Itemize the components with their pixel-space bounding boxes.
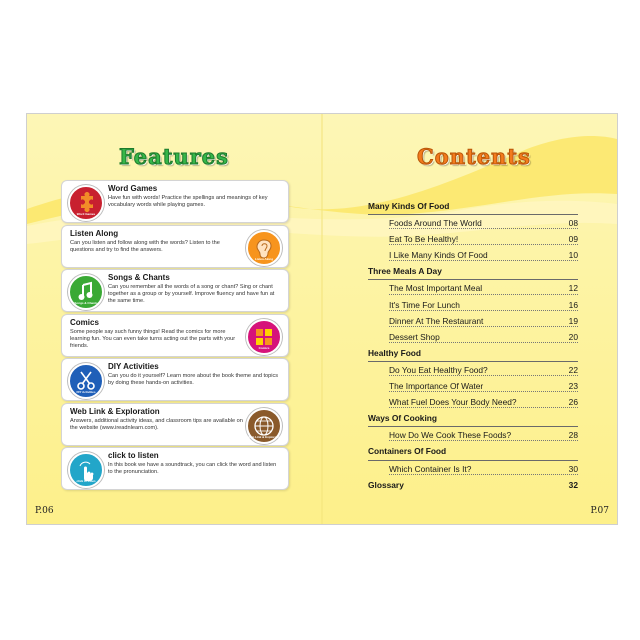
page-ref: 16 <box>568 299 578 310</box>
page-number-left: P.06 <box>35 506 54 516</box>
feature-description: Can you do it yourself? Learn more about the book theme and topics by doing these hands-on activities. <box>108 373 279 386</box>
dot-leader <box>389 228 578 229</box>
feature-title: Listen Along <box>70 228 119 238</box>
entry-title: What Fuel Does Your Body Need? <box>389 397 517 408</box>
dot-leader <box>389 391 578 392</box>
feature-title: Songs & Chants <box>108 273 170 282</box>
contents-entry[interactable] <box>368 329 578 345</box>
page-ref: 09 <box>568 234 578 245</box>
section-title: Many Kinds Of Food <box>368 201 450 211</box>
dot-leader <box>389 244 578 245</box>
feature-icon-caption: Songs & Chants <box>74 301 98 305</box>
dot-leader <box>389 260 578 261</box>
contents-section <box>368 263 578 280</box>
contents-section <box>368 410 578 427</box>
contents-entry[interactable] <box>368 247 578 263</box>
feature-description: Have fun with words! Practice the spellings and meanings of key vocabulary words while playing games. <box>108 195 268 208</box>
entry-title: The Importance Of Water <box>389 381 484 392</box>
dot-leader <box>389 440 578 441</box>
page-number-right: P.07 <box>590 506 609 516</box>
page-ref: 19 <box>568 315 578 326</box>
contents-entry[interactable] <box>368 215 578 231</box>
page-ref: 08 <box>568 218 578 229</box>
ear-icon <box>246 230 282 266</box>
contents-title: Contents <box>417 144 531 169</box>
feature-icon-caption: Comics <box>258 345 270 350</box>
features-title: Features <box>119 144 229 169</box>
page-ref: 26 <box>568 397 578 408</box>
puzzle-icon <box>68 185 104 221</box>
entry-title: Dessert Shop <box>389 331 440 342</box>
globe-icon <box>246 408 282 444</box>
contents-list <box>368 198 578 493</box>
entry-title: It's Time For Lunch <box>389 299 460 310</box>
feature-card <box>61 180 289 223</box>
dot-leader <box>389 326 578 327</box>
feature-description: Can you remember all the words of a song or chant? Sing or chant together as a group or by yourself. Improve fluency and have fun at the same time. <box>108 284 275 304</box>
music-note-icon <box>68 274 104 310</box>
feature-card <box>61 358 289 401</box>
feature-icon-caption: click to listen <box>76 479 96 483</box>
dot-leader <box>389 342 578 343</box>
feature-card <box>61 314 289 357</box>
contents-entry[interactable] <box>368 461 578 477</box>
page-ref: 30 <box>568 463 578 474</box>
page-ref: 28 <box>568 430 578 441</box>
feature-title: Word Games <box>108 184 158 193</box>
section-title: Three Meals A Day <box>368 266 442 277</box>
feature-description: Can you listen and follow along with the words? Listen to the questions and try to find the answers. <box>70 239 220 253</box>
entry-title: The Most Important Meal <box>389 283 483 294</box>
feature-icon-caption: Word Games <box>76 212 96 216</box>
comic-panels-icon <box>246 319 282 355</box>
page-ref: 10 <box>568 250 578 261</box>
contents-entry[interactable] <box>368 362 578 378</box>
page-ref: 22 <box>568 364 578 375</box>
contents-section <box>368 345 578 362</box>
feature-card <box>61 269 289 312</box>
contents-entry[interactable] <box>368 427 578 443</box>
book-spread <box>26 113 618 525</box>
contents-section <box>368 443 578 460</box>
section-title: Containers Of Food <box>368 446 447 457</box>
entry-title: Dinner At The Restaurant <box>389 315 484 326</box>
feature-card <box>61 447 289 490</box>
contents-entry[interactable] <box>368 394 578 410</box>
feature-icon-caption: Web Link & Exploration <box>248 434 282 439</box>
dot-leader <box>389 310 578 311</box>
contents-entry[interactable] <box>368 280 578 296</box>
entry-title: Foods Around The World <box>389 218 482 229</box>
feature-card <box>61 403 289 446</box>
dot-leader <box>389 474 578 475</box>
contents-entry[interactable] <box>368 231 578 247</box>
contents-entry[interactable] <box>368 313 578 329</box>
feature-icon-caption: Listen Along <box>254 256 274 261</box>
feature-title: click to listen <box>108 451 159 460</box>
feature-card <box>61 225 289 268</box>
dot-leader <box>389 294 578 295</box>
section-title: Glossary <box>368 479 404 490</box>
entry-title: Do You Eat Healthy Food? <box>389 364 488 375</box>
feature-description: Answers, additional activity ideas, and classroom tips are available on the website (www.ireadnlearn.com). <box>70 417 243 431</box>
page-ref: 20 <box>568 331 578 342</box>
contents-entry[interactable] <box>368 297 578 313</box>
page-ref: 32 <box>568 479 578 490</box>
page-ref: 23 <box>568 381 578 392</box>
page-ref: 12 <box>568 283 578 294</box>
section-title: Healthy Food <box>368 347 422 358</box>
contents-entry[interactable] <box>368 378 578 394</box>
entry-title: Which Container Is It? <box>389 463 472 474</box>
feature-icon-caption: DIY Activities <box>76 390 96 394</box>
click-hand-icon[interactable] <box>68 452 104 488</box>
contents-section[interactable] <box>368 477 578 493</box>
scissors-icon <box>68 363 104 399</box>
section-title: Ways Of Cooking <box>368 413 438 424</box>
dot-leader <box>389 407 578 408</box>
feature-title: Comics <box>70 317 99 327</box>
dot-leader <box>389 375 578 376</box>
feature-description: Some people say such funny things! Read the comics for more learning fun. You can even take turns acting out the parts with your friends. <box>70 328 236 349</box>
entry-title: Eat To Be Healthy! <box>389 234 459 245</box>
entry-title: I Like Many Kinds Of Food <box>389 250 488 261</box>
feature-title: Web Link & Exploration <box>70 406 160 416</box>
contents-section <box>368 198 578 215</box>
feature-title: DIY Activities <box>108 362 159 371</box>
entry-title: How Do We Cook These Foods? <box>389 430 512 441</box>
feature-description: In this book we have a soundtrack, you can click the word and listen to the pronunciation. <box>108 462 277 475</box>
